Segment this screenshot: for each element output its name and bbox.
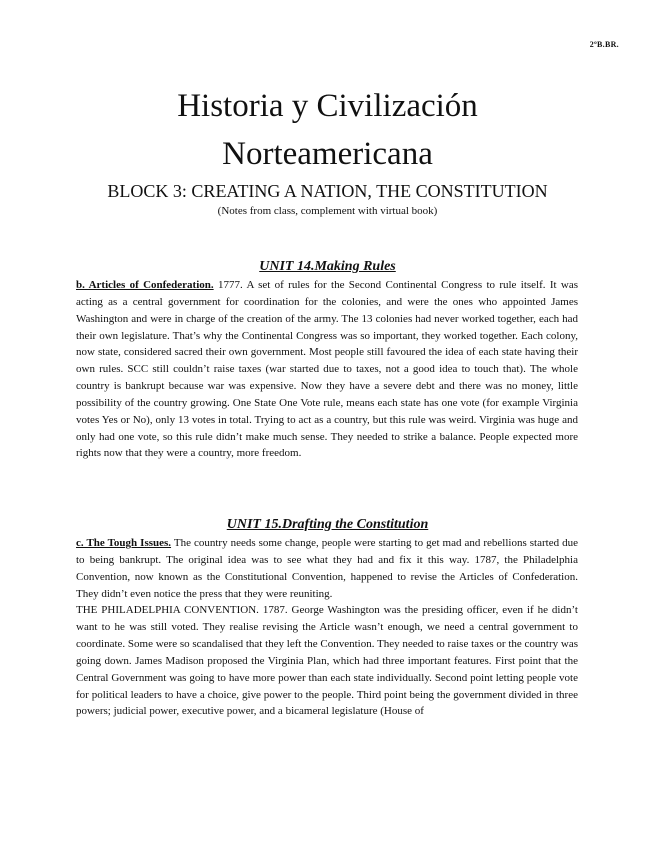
unit-15-body — [76, 535, 578, 720]
unit-15-heading: UNIT 15.Drafting the Constitution — [226, 517, 429, 532]
unit-14-body — [76, 277, 578, 462]
unit-14-lead: b. Articles of Confederation. — [76, 279, 214, 291]
unit-14-text: 1777. A set of rules for the Second Continental Congress to rule itself. It was acting as a central government for coordination for the colonies, and were the ones who appointed James Washington and were in charge of the creation of the army. The 13 colonies had never worked together, each had their own legislature. That’s why the Continental Congress was so important, they worked together. Each colony, now state, considered sacred their own government. Most people still favoured the idea of each state having their own rules. SCC still couldn’t raise taxes (war started due to taxes, not a good idea to touch that). The whole country is bankrupt because war was expensive. Now they have a severe debt and there was no money, little possibility of the country growing. One State One Vote rule, means each state has one vote (for example Virginia votes Yes or No), only 13 votes in total. Trying to act as a country, but this rule was weird. Virginia was huge and only had one vote, so this rule didn’t make much sense. They needed to strike a balance. People expected more rights now that they were a country, more freedom. — [76, 279, 578, 460]
document-title — [0, 82, 655, 178]
unit-15-paragraph-2: THE PHILADELPHIA CONVENTION. 1787. George Washington was the presiding officer, even if he didn’t want to he was still voted. They realise revising the Article wasn’t enough, we need a central government to coordinate. Some were so scandalised that they left the Convention. They needed to raise taxes or the country was going down. James Madison proposed the Virginia Plan, which had three important features. First point that the Central Government was going to have more power than each state individually. Second point letting people vote for political leaders to have a choice, give power to the people. Third point being the government divided in three powers; judicial power, executive power, and a bicameral legislature (House of — [76, 604, 578, 718]
unit-15-lead: c. The Tough Issues. — [76, 537, 172, 549]
unit-14-paragraph — [76, 277, 578, 462]
block-subtitle: BLOCK 3: CREATING A NATION, THE CONSTITUTION — [107, 181, 548, 201]
unit-15-paragraph-1 — [76, 535, 578, 602]
header-code: 2ºB.BR. — [589, 40, 619, 49]
title-line-2: Norteamericana — [222, 136, 433, 172]
unit-14-heading: UNIT 14.Making Rules — [259, 259, 396, 274]
unit-15-text: The country needs some change, people were starting to get mad and rebellions started due to being bankrupt. The original idea was to see what they had and fix it this way. 1787, the Philadelphia Convention, now known as the Constitutional Convention, happened to revise the Articles of Confederation. They didn’t even notice the press that they were reuniting. — [76, 537, 578, 600]
title-line-1: Historia y Civilización — [177, 88, 478, 124]
notes-remark: (Notes from class, complement with virtual book) — [217, 205, 438, 217]
